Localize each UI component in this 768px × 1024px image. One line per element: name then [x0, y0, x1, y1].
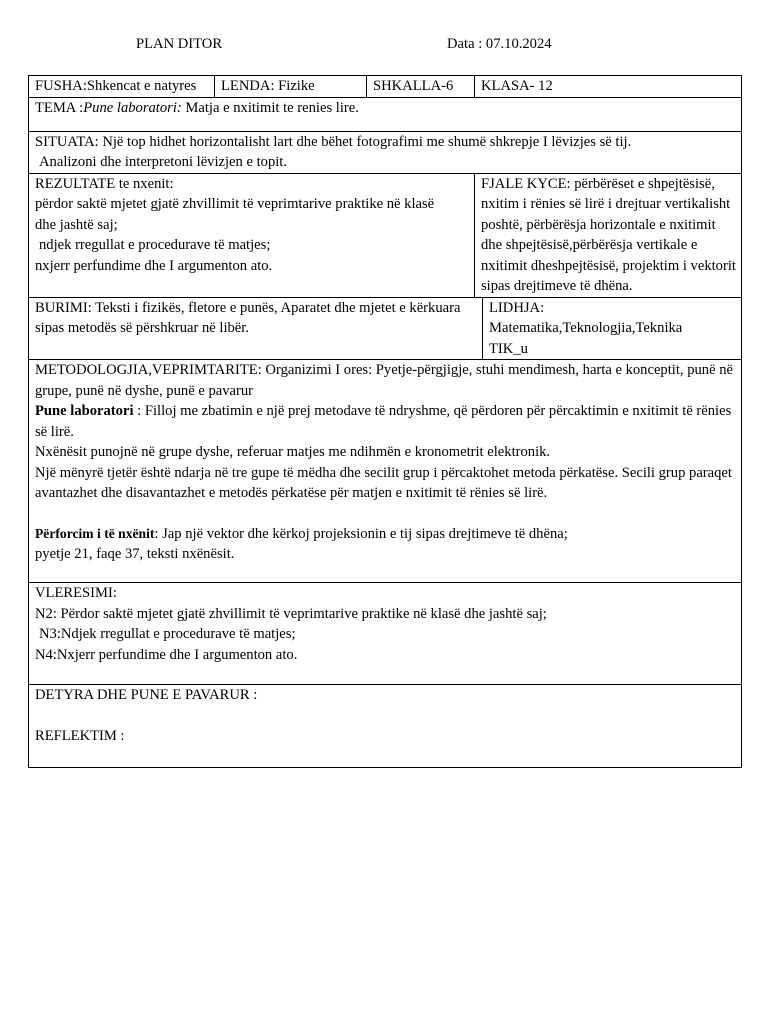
fjale-kyce-cell: FJALE KYCE: përbërëset e shpejtësisë, nxitim i rënies së lirë i drejtuar vertikalisht poshtë, përbërësja horizontale e nxitimit dhe shpejtësisë,përbërësja vertikale e nxitimit dheshpejtësisë, projektim i vektorit sipas drejtimeve të dhëna.	[475, 173, 742, 297]
plan-date: Data : 07.10.2024	[447, 36, 552, 52]
metodologjia-line3: Nxënësit punojnë në grupe dyshe, referuar matjes me ndihmën e kronometrit elektronik.	[35, 444, 551, 460]
pune-laboratori-text: : Filloj me zbatimin e një prej metodave të ndryshme, që përdoren për përcaktimin e nxitimit të rënies së lirë.	[35, 403, 732, 440]
fusha-cell: FUSHA:Shkencat e natyres	[29, 76, 215, 98]
perforcim-text: : Jap një vektor dhe kërkoj projeksionin e tij sipas drejtimeve të dhëna;	[154, 525, 568, 542]
lidhja-label: LIDHJA:	[489, 299, 545, 316]
reflektim-label: REFLEKTIM :	[35, 727, 125, 744]
lidhja-cell	[483, 297, 742, 360]
rezultate-item3: nxjerr perfundime dhe I argumenton ato.	[35, 257, 273, 274]
metodologjia-cell	[29, 360, 742, 583]
vleresimi-n4: N4:Nxjerr perfundime dhe I argumenton ato.	[35, 646, 298, 663]
burimi-cell: BURIMI: Teksti i fizikës, fletore e punës, Aparatet dhe mjetet e kërkuara sipas metodës së përshkruar në libër.	[29, 297, 483, 360]
situata-line1: SITUATA: Një top hidhet horizontalisht lart dhe bëhet fotografimi me shumë shkrepje I lëvizjes së tij.	[35, 133, 632, 150]
page-title: PLAN DITOR	[136, 36, 223, 52]
metodologjia-line6: pyetje 21, faqe 37, teksti nxënësit.	[35, 546, 235, 562]
vleresimi-n2: N2: Përdor saktë mjetet gjatë zhvillimit të veprimtarive praktike në klasë dhe jashtë saj;	[35, 605, 547, 622]
rezultate-cell	[29, 173, 475, 297]
lesson-plan-table	[28, 75, 742, 768]
lidhja-text: Matematika,Teknologjia,Teknika TIK_u	[489, 320, 683, 357]
rezultate-item1: përdor saktë mjetet gjatë zhvillimit të veprimtarive praktike në klasë dhe jashtë saj;	[35, 196, 435, 233]
pune-laboratori-label: Pune laboratori	[35, 403, 134, 419]
rezultate-label: REZULTATE te nxenit:	[35, 175, 174, 192]
situata-row	[29, 131, 742, 173]
detyra-cell	[29, 685, 742, 768]
rezultate-item2: ndjek rregullat e procedurave të matjes;	[39, 237, 271, 253]
klasa-cell: KLASA- 12	[475, 76, 742, 98]
tema-cell	[29, 97, 742, 131]
tema-text: Matja e nxitimit te renies lire.	[181, 99, 359, 116]
vleresimi-cell	[29, 583, 742, 685]
detyra-label: DETYRA DHE PUNE E PAVARUR :	[35, 687, 258, 703]
vleresimi-row	[29, 583, 742, 685]
burimi-row	[29, 297, 742, 360]
vleresimi-n3: N3:Ndjek rregullat e procedurave të matjes;	[39, 626, 296, 642]
metodologjia-row	[29, 360, 742, 583]
tema-row	[29, 97, 742, 131]
situata-line2: Analizoni dhe interpretoni lëvizjen e topit.	[39, 154, 288, 170]
tema-italic: Pune laboratori:	[83, 99, 182, 116]
tema-label: TEMA :	[35, 99, 84, 116]
detyra-row	[29, 685, 742, 768]
metodologjia-line4: Një mënyrë tjetër është ndarja në tre gupe të mëdha dhe secilit grup i përcaktohet metoda përkatëse. Secili grup paraqet avantazhet dhe disavantazhet e metodës përkatëse për matjen e nxitimit të rënies së lirë.	[35, 464, 732, 501]
perforcim-label: Përforcim i të nxënit	[35, 525, 155, 541]
rezultate-row	[29, 173, 742, 297]
lenda-cell: LENDA: Fizike	[215, 76, 367, 98]
shkalla-cell: SHKALLA-6	[367, 76, 475, 98]
info-row	[29, 76, 742, 98]
vleresimi-label: VLERESIMI:	[35, 585, 117, 601]
situata-cell	[29, 131, 742, 173]
metodologjia-line1: METODOLOGJIA,VEPRIMTARITE: Organizimi I ores: Pyetje-përgjigje, stuhi mendimesh, harta e konceptit, punë në grupe, punë në dyshe, punë e pavarur	[35, 362, 733, 399]
